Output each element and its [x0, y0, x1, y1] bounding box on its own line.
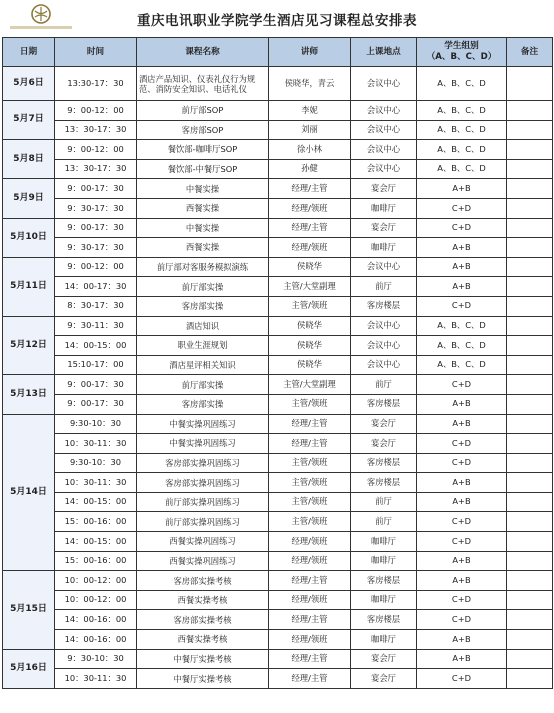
date-cell: 5月11日: [3, 257, 55, 316]
course-cell: 客房部实操考核: [137, 610, 269, 630]
table-row: [3, 277, 553, 297]
lecturer-cell: 经理/领班: [269, 551, 351, 571]
time-cell: 14：00-16：00: [55, 610, 137, 630]
location-cell: 宴会厅: [351, 179, 417, 199]
table-row: [3, 669, 553, 689]
location-cell: 客房楼层: [351, 610, 417, 630]
date-cell: 5月8日: [3, 140, 55, 179]
lecturer-cell: 主管/领班: [269, 394, 351, 414]
location-cell: 会议中心: [351, 120, 417, 140]
table-row: [3, 257, 553, 277]
course-cell: 客房部SOP: [137, 120, 269, 140]
date-cell: 5月15日: [3, 571, 55, 649]
date-cell: 5月16日: [3, 649, 55, 688]
lecturer-cell: 经理/领班: [269, 590, 351, 610]
lecturer-cell: 主管/领班: [269, 296, 351, 316]
lecturer-cell: 主管/领班: [269, 512, 351, 532]
lecturer-cell: 主管/领班: [269, 453, 351, 473]
location-cell: 会议中心: [351, 316, 417, 336]
location-cell: 咖啡厅: [351, 590, 417, 610]
lecturer-cell: 经理/主管: [269, 414, 351, 434]
date-cell: 5月6日: [3, 67, 55, 101]
table-row: [3, 512, 553, 532]
table-row: [3, 453, 553, 473]
group-cell: A+B: [417, 571, 507, 591]
remarks-cell: [507, 101, 553, 121]
location-cell: 会议中心: [351, 159, 417, 179]
group-cell: C+D: [417, 434, 507, 454]
location-cell: 会议中心: [351, 140, 417, 160]
date-cell: 5月10日: [3, 218, 55, 257]
lecturer-cell: 经理/主管: [269, 669, 351, 689]
course-cell: 客房部实操: [137, 394, 269, 414]
table-row: [3, 551, 553, 571]
location-cell: 宴会厅: [351, 414, 417, 434]
time-cell: 9:30-10：30: [55, 453, 137, 473]
course-cell: 客房部实操考核: [137, 571, 269, 591]
time-cell: 9:30-10：30: [55, 414, 137, 434]
remarks-cell: [507, 198, 553, 218]
course-cell: 前厅部实操: [137, 277, 269, 297]
remarks-cell: [507, 551, 553, 571]
location-cell: 客房楼层: [351, 394, 417, 414]
course-cell: 客房部实操巩固练习: [137, 473, 269, 493]
group-cell: C+D: [417, 218, 507, 238]
course-cell: 前厅部实操巩固练习: [137, 512, 269, 532]
col-header-location: 上课地点: [351, 38, 417, 67]
group-cell: A+B: [417, 179, 507, 199]
group-cell: A+B: [417, 257, 507, 277]
time-cell: 9：00-12：00: [55, 140, 137, 160]
remarks-cell: [507, 375, 553, 395]
date-cell: 5月7日: [3, 101, 55, 140]
remarks-cell: [507, 414, 553, 434]
lecturer-cell: 经理/主管: [269, 179, 351, 199]
remarks-cell: [507, 453, 553, 473]
table-row: [3, 120, 553, 140]
lecturer-cell: 主管/领班: [269, 492, 351, 512]
lecturer-cell: 李妮: [269, 101, 351, 121]
group-cell: C+D: [417, 453, 507, 473]
course-cell: 前厅部SOP: [137, 101, 269, 121]
group-cell: A+B: [417, 649, 507, 669]
group-cell: C+D: [417, 669, 507, 689]
page-header: [0, 0, 554, 35]
remarks-cell: [507, 179, 553, 199]
course-cell: 客房部实操: [137, 296, 269, 316]
remarks-cell: [507, 610, 553, 630]
course-cell: 中餐实操巩固练习: [137, 434, 269, 454]
course-cell: 中餐实操: [137, 218, 269, 238]
course-cell: 前厅部实操巩固练习: [137, 492, 269, 512]
time-cell: 15:10-17：00: [55, 355, 137, 375]
lecturer-cell: 侯晓华，青云: [269, 67, 351, 101]
time-cell: 14：00-15：00: [55, 492, 137, 512]
location-cell: 会议中心: [351, 355, 417, 375]
course-cell: 酒店知识: [137, 316, 269, 336]
remarks-cell: [507, 512, 553, 532]
time-cell: 14：00-15：00: [55, 336, 137, 356]
course-cell: 餐饮部-中餐厅SOP: [137, 159, 269, 179]
table-row: [3, 532, 553, 552]
group-cell: A+B: [417, 473, 507, 493]
location-cell: 前厅: [351, 277, 417, 297]
group-cell: A、B、C、D: [417, 336, 507, 356]
location-cell: 会议中心: [351, 257, 417, 277]
group-cell: A+B: [417, 414, 507, 434]
table-row: [3, 414, 553, 434]
group-cell: C+D: [417, 198, 507, 218]
table-row: [3, 473, 553, 493]
remarks-cell: [507, 238, 553, 258]
group-cell: C+D: [417, 610, 507, 630]
table-row: [3, 296, 553, 316]
lecturer-cell: 经理/主管: [269, 434, 351, 454]
remarks-cell: [507, 434, 553, 454]
location-cell: 客房楼层: [351, 571, 417, 591]
location-cell: 会议中心: [351, 336, 417, 356]
location-cell: 客房楼层: [351, 453, 417, 473]
time-cell: 9：00-17：30: [55, 375, 137, 395]
group-cell: A+B: [417, 551, 507, 571]
time-cell: 14：00-15：00: [55, 532, 137, 552]
course-cell: 西餐实操巩固练习: [137, 551, 269, 571]
table-row: [3, 238, 553, 258]
time-cell: 8：30-17：30: [55, 296, 137, 316]
table-row: [3, 198, 553, 218]
course-cell: 酒店产品知识、仪表礼仪行为规范、消防安全知识、电话礼仪: [137, 67, 269, 101]
lecturer-cell: 侯晓华: [269, 257, 351, 277]
remarks-cell: [507, 140, 553, 160]
table-row: [3, 336, 553, 356]
location-cell: 宴会厅: [351, 669, 417, 689]
table-row: [3, 101, 553, 121]
lecturer-cell: 经理/领班: [269, 532, 351, 552]
course-cell: 西餐实操考核: [137, 630, 269, 650]
lecturer-cell: 经理/领班: [269, 630, 351, 650]
lecturer-cell: 孙健: [269, 159, 351, 179]
group-cell: C+D: [417, 532, 507, 552]
group-cell: A、B、C、D: [417, 67, 507, 101]
group-cell: A+B: [417, 277, 507, 297]
group-cell: A、B、C、D: [417, 140, 507, 160]
header-row: [3, 38, 553, 67]
time-cell: 10：30-11：30: [55, 669, 137, 689]
col-header-lecturer: 讲师: [269, 38, 351, 67]
location-cell: 前厅: [351, 492, 417, 512]
time-cell: 9：30-11：30: [55, 316, 137, 336]
col-header-time: 时间: [55, 38, 137, 67]
remarks-cell: [507, 67, 553, 101]
time-cell: 14：00-16：00: [55, 630, 137, 650]
lecturer-cell: 主管/大堂副理: [269, 277, 351, 297]
table-row: [3, 67, 553, 101]
lecturer-cell: 经理/主管: [269, 218, 351, 238]
group-cell: A、B、C、D: [417, 355, 507, 375]
time-cell: 15：00-16：00: [55, 551, 137, 571]
remarks-cell: [507, 649, 553, 669]
location-cell: 宴会厅: [351, 649, 417, 669]
table-row: [3, 218, 553, 238]
remarks-cell: [507, 336, 553, 356]
location-cell: 会议中心: [351, 101, 417, 121]
course-cell: 西餐实操考核: [137, 590, 269, 610]
time-cell: 13：30-17：30: [55, 159, 137, 179]
course-cell: 中餐实操: [137, 179, 269, 199]
group-cell: A+B: [417, 492, 507, 512]
table-row: [3, 610, 553, 630]
table-row: [3, 434, 553, 454]
time-cell: 9：00-17：30: [55, 179, 137, 199]
table-row: [3, 571, 553, 591]
lecturer-cell: 侯晓华: [269, 316, 351, 336]
group-cell: A+B: [417, 630, 507, 650]
time-cell: 13:30-17：30: [55, 67, 137, 101]
remarks-cell: [507, 120, 553, 140]
location-cell: 会议中心: [351, 67, 417, 101]
date-cell: 5月13日: [3, 375, 55, 414]
time-cell: 13：30-17：30: [55, 120, 137, 140]
group-cell: A、B、C、D: [417, 101, 507, 121]
date-cell: 5月9日: [3, 179, 55, 218]
time-cell: 9：30-17：30: [55, 198, 137, 218]
location-cell: 咖啡厅: [351, 198, 417, 218]
table-row: [3, 140, 553, 160]
location-cell: 咖啡厅: [351, 532, 417, 552]
remarks-cell: [507, 394, 553, 414]
course-cell: 前厅部实操: [137, 375, 269, 395]
lecturer-cell: 刘丽: [269, 120, 351, 140]
remarks-cell: [507, 159, 553, 179]
time-cell: 10：00-12：00: [55, 590, 137, 610]
table-row: [3, 590, 553, 610]
table-row: [3, 649, 553, 669]
lecturer-cell: 经理/主管: [269, 649, 351, 669]
table-row: [3, 630, 553, 650]
table-row: [3, 394, 553, 414]
time-cell: 14：00-17：30: [55, 277, 137, 297]
remarks-cell: [507, 630, 553, 650]
lecturer-cell: 主管/大堂副理: [269, 375, 351, 395]
lecturer-cell: 侯晓华: [269, 355, 351, 375]
time-cell: 9：30-10：30: [55, 649, 137, 669]
course-cell: 西餐实操: [137, 238, 269, 258]
location-cell: 宴会厅: [351, 218, 417, 238]
group-cell: C+D: [417, 375, 507, 395]
time-cell: 9：00-17：30: [55, 394, 137, 414]
time-cell: 10：30-11：30: [55, 473, 137, 493]
table-row: [3, 179, 553, 199]
course-cell: 中餐厅实操考核: [137, 669, 269, 689]
col-header-date: 日期: [3, 38, 55, 67]
location-cell: 前厅: [351, 375, 417, 395]
remarks-cell: [507, 532, 553, 552]
remarks-cell: [507, 316, 553, 336]
group-cell: A、B、C、D: [417, 120, 507, 140]
group-cell: A、B、C、D: [417, 159, 507, 179]
remarks-cell: [507, 473, 553, 493]
date-cell: 5月12日: [3, 316, 55, 375]
course-cell: 中餐厅实操考核: [137, 649, 269, 669]
lecturer-cell: 经理/主管: [269, 610, 351, 630]
table-row: [3, 375, 553, 395]
group-cell: A、B、C、D: [417, 316, 507, 336]
remarks-cell: [507, 355, 553, 375]
time-cell: 9：00-12：00: [55, 101, 137, 121]
table-row: [3, 316, 553, 336]
group-cell: C+D: [417, 296, 507, 316]
time-cell: 10：00-12：00: [55, 571, 137, 591]
remarks-cell: [507, 277, 553, 297]
group-cell: A+B: [417, 394, 507, 414]
course-cell: 酒店星评相关知识: [137, 355, 269, 375]
remarks-cell: [507, 590, 553, 610]
course-cell: 中餐实操巩固练习: [137, 414, 269, 434]
table-row: [3, 492, 553, 512]
time-cell: 9：30-17：30: [55, 238, 137, 258]
location-cell: 前厅: [351, 512, 417, 532]
course-cell: 餐饮部-咖啡厅SOP: [137, 140, 269, 160]
lecturer-cell: 经理/领班: [269, 238, 351, 258]
lecturer-cell: 主管/领班: [269, 473, 351, 493]
page-title: 重庆电讯职业学院学生酒店见习课程总安排表: [137, 13, 417, 29]
time-cell: 9：00-12：00: [55, 257, 137, 277]
remarks-cell: [507, 492, 553, 512]
remarks-cell: [507, 669, 553, 689]
remarks-cell: [507, 571, 553, 591]
remarks-cell: [507, 257, 553, 277]
course-cell: 职业生涯规划: [137, 336, 269, 356]
lecturer-cell: 徐小林: [269, 140, 351, 160]
time-cell: 15：00-16：00: [55, 512, 137, 532]
col-header-remarks: 备注: [507, 38, 553, 67]
location-cell: 咖啡厅: [351, 551, 417, 571]
group-cell: C+D: [417, 512, 507, 532]
group-cell: C+D: [417, 590, 507, 610]
location-cell: 咖啡厅: [351, 630, 417, 650]
location-cell: 宴会厅: [351, 434, 417, 454]
col-header-course: 课程名称: [137, 38, 269, 67]
remarks-cell: [507, 218, 553, 238]
schedule-table: [2, 37, 553, 689]
location-cell: 客房楼层: [351, 296, 417, 316]
table-row: [3, 159, 553, 179]
group-cell: A+B: [417, 238, 507, 258]
lecturer-cell: 经理/领班: [269, 198, 351, 218]
course-cell: 西餐实操巩固练习: [137, 532, 269, 552]
lecturer-cell: 侯晓华: [269, 336, 351, 356]
date-cell: 5月14日: [3, 414, 55, 571]
time-cell: 10：30-11：30: [55, 434, 137, 454]
location-cell: 客房楼层: [351, 473, 417, 493]
table-row: [3, 355, 553, 375]
course-cell: 客房部实操巩固练习: [137, 453, 269, 473]
location-cell: 咖啡厅: [351, 238, 417, 258]
lecturer-cell: 经理/主管: [269, 571, 351, 591]
course-cell: 前厅部对客服务模拟演练: [137, 257, 269, 277]
time-cell: 9：00-17：30: [55, 218, 137, 238]
remarks-cell: [507, 296, 553, 316]
course-cell: 西餐实操: [137, 198, 269, 218]
col-header-group: 学生组别 （A、B、C、D）: [417, 38, 507, 67]
